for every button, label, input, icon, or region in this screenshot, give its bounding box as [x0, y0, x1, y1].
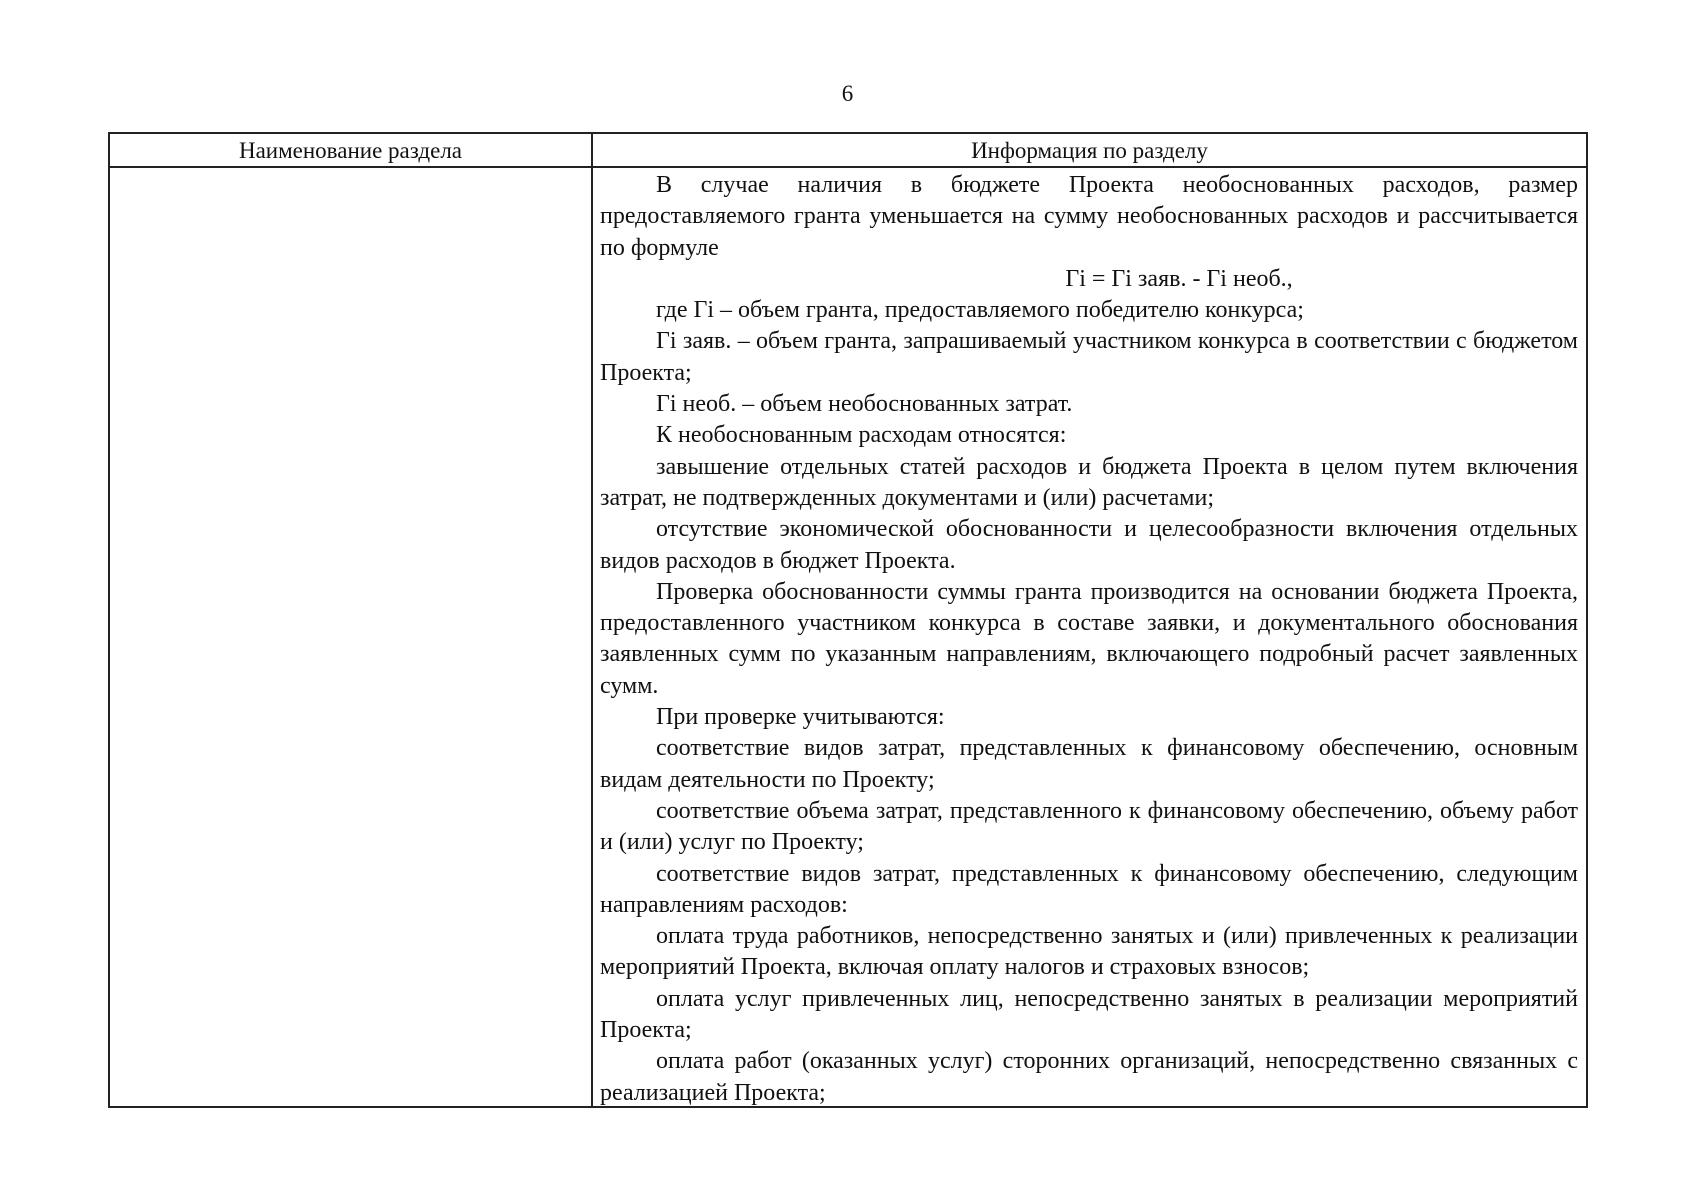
paragraph-check-directions: соответствие видов затрат, представленных к финансовому обеспечению, следующим направлениям расходов:	[600, 860, 1578, 918]
header-rule	[110, 166, 1586, 168]
paragraph-verification: Проверка обоснованности суммы гранта производится на основании бюджета Проекта, предоставленного участником конкурса в составе заявки, и документального обоснования заявленных сумм по указанным направлениям, включающего подробный расчет заявленных сумм.	[600, 578, 1578, 699]
paragraph-grant-reduction: В случае наличия в бюджете Проекта необоснованных расходов, размер предоставляемого гранта уменьшается на сумму необоснованных расходов и рассчитывается по формуле	[600, 172, 1578, 261]
paragraph-services-payment: оплата услуг привлеченных лиц, непосредственно занятых в реализации мероприятий Проекта;	[600, 985, 1578, 1044]
header-section-info: Информация по разделу	[971, 138, 1208, 163]
paragraph-labor-payment: оплата труда работников, непосредственно занятых и (или) привлеченных к реализации мероприятий Проекта, включая оплату налогов и страховых взносов;	[600, 923, 1578, 981]
paragraph-no-justification: отсутствие экономической обоснованности и целесообразности включения отдельных видов расходов в бюджет Проекта.	[600, 516, 1578, 574]
section-info-cell	[600, 170, 1578, 1109]
paragraph-check-volume: соответствие объема затрат, представленного к финансовому обеспечению, объему работ и (или) услуг по Проекту;	[600, 797, 1578, 856]
paragraph-definition-gi-unjustified: Гi необ. – объем необоснованных затрат.	[656, 391, 1073, 418]
section-table	[108, 132, 1588, 1108]
paragraph-check-activity: соответствие видов затрат, представленных к финансовому обеспечению, основным видам деятельности по Проекту;	[600, 735, 1578, 793]
page-number: 6	[841, 81, 854, 106]
paragraph-overstatement: завышение отдельных статей расходов и бюджета Проекта в целом путем включения затрат, не подтвержденных документами и (или) расчетами;	[600, 453, 1578, 511]
paragraph-unjustified-intro: К необоснованным расходам относятся:	[656, 422, 1067, 449]
paragraph-third-party-works: оплата работ (оказанных услуг) сторонних организаций, непосредственно связанных с реализацией Проекта;	[600, 1048, 1578, 1106]
column-divider	[591, 134, 593, 1106]
header-section-name: Наименование раздела	[238, 138, 462, 163]
paragraph-check-intro: При проверке учитываются:	[656, 704, 945, 731]
paragraph-definition-gi-requested: Гi заяв. – объем гранта, запрашиваемый участником конкурса в соответствии с бюджетом Проекта;	[600, 328, 1578, 386]
formula: Гi = Гi заяв. - Гi необ.,	[1065, 265, 1293, 292]
paragraph-definition-gi: где Гi – объем гранта, предоставляемого победителю конкурса;	[656, 297, 1304, 324]
